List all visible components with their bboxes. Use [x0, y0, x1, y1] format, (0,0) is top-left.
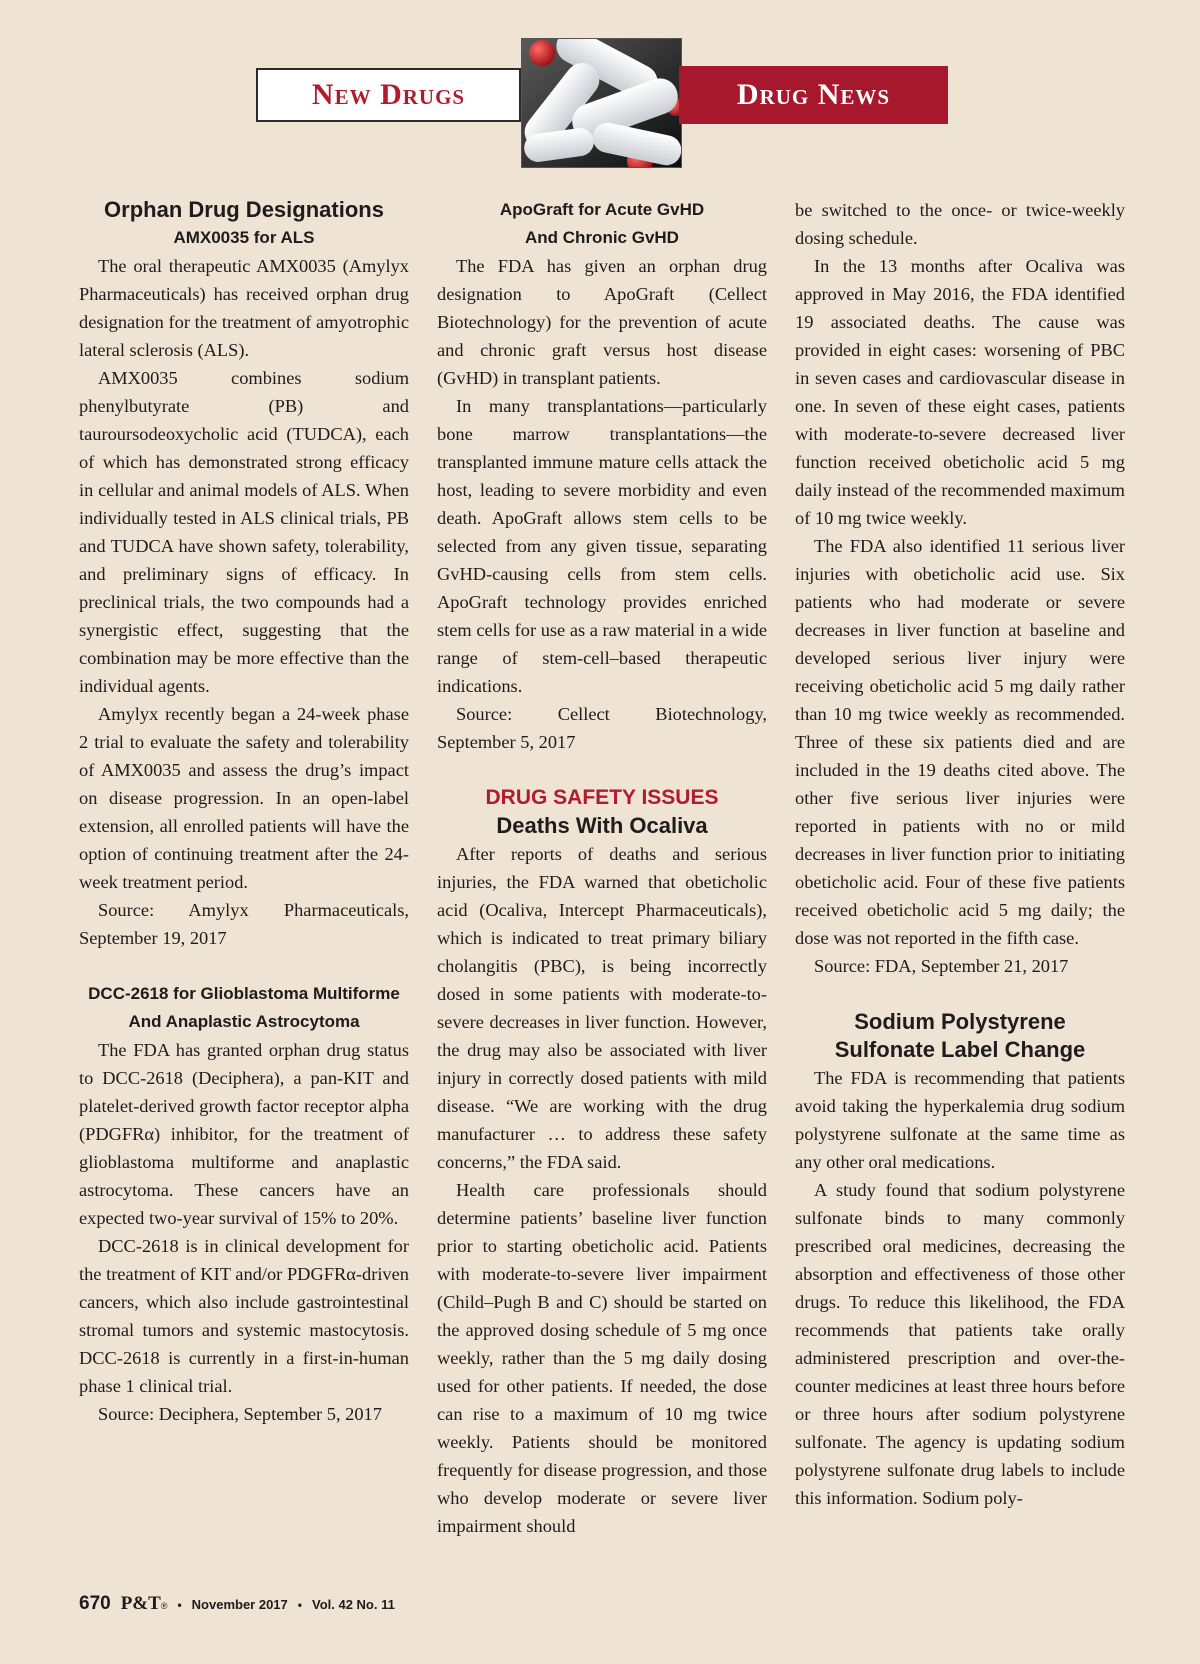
paragraph: AMX0035 combines sodium phenylbutyrate (PB) and tauroursodeoxycholic acid (TUDCA), each of which has demonstrated strong efficacy in cellular and animal models of ALS. When individually tested in ALS clinical trials, PB and TUDCA have shown safety, tolerability, and preliminary signs of efficacy. In preclinical trials, the two compounds had a synergistic effect, suggesting that the combination may be more effective than the individual agents.: [79, 368, 409, 696]
section-category-drug-safety: DRUG SAFETY ISSUES: [485, 786, 719, 809]
section-title-sps-line2: Sulfonate Label Change: [834, 1037, 1086, 1062]
source-line: Source: Deciphera, September 5, 2017: [98, 1404, 382, 1424]
subsection-title-dcc2618-line2: And Anaplastic Astrocytoma: [128, 1012, 360, 1031]
subsection-title-apograft-line2: And Chronic GvHD: [525, 228, 679, 247]
journal-name-wrap: [121, 1593, 168, 1615]
column-2: [437, 196, 767, 1540]
source-line: Source: Amylyx Pharmaceuticals, September 19, 2017: [79, 900, 409, 948]
section-label-drug-news: [679, 66, 948, 124]
paragraph: Amylyx recently began a 24-week phase 2 trial to evaluate the safety and tolerability of AMX0035 and assess the drug’s impact on disease progression. In an open-label extension, all enrolled patients will have the option of continuing treatment after the 24-week treatment period.: [79, 704, 409, 892]
spacer: [795, 980, 1125, 1008]
paragraph: The FDA is recommending that patients avoid taking the hyperkalemia drug sodium polystyrene sulfonate at the same time as any other oral medications.: [795, 1068, 1125, 1172]
journal-name: P&T: [120, 1593, 161, 1614]
source-line: Source: FDA, September 21, 2017: [814, 956, 1069, 976]
pills-photo-icon: [521, 38, 682, 168]
source-line: Source: Cellect Biotechnology, September 5, 2017: [437, 704, 767, 752]
section-title-sps-line1: Sodium Polystyrene: [854, 1009, 1066, 1034]
volume-number: Vol. 42 No. 11: [311, 1597, 395, 1612]
paragraph-continued: be switched to the once- or twice-weekly dosing schedule.: [795, 200, 1125, 248]
paragraph: Health care professionals should determine patients’ baseline liver function prior to starting obeticholic acid. Patients with moderate-to-severe liver impairment (Child–Pugh B and C) should be started on the approved dosing schedule of 5 mg once weekly, rather than the 5 mg daily dosing used for other patients. If needed, the dose can rise to a maximum of 10 mg twice weekly. Patients should be monitored frequently for disease progression, and those who develop moderate or severe liver impairment should: [437, 1180, 767, 1536]
footer-separator: •: [177, 1598, 182, 1612]
column-3: [795, 196, 1125, 1512]
paragraph: In many transplantations—particularly bone marrow transplantations—the transplanted immune mature cells attack the host, leading to severe morbidity and even death. ApoGraft allows stem cells to be selected from any given tissue, separating GvHD-causing cells from stem cells. ApoGraft technology provides enriched stem cells for use as a raw material in a wide range of stem-cell–based therapeutic indications.: [437, 396, 767, 696]
paragraph: After reports of deaths and serious injuries, the FDA warned that obeticholic acid (Ocaliva, Intercept Pharmaceuticals), which is indicated to treat primary biliary cholangitis (PBC), is being incorrectly dosed in some patients with moderate-to-severe decreases in liver function. However, the drug may also be associated with liver injury in correctly dosed patients with mild disease. “We are working with the drug manufacturer … to address these safety concerns,” the FDA said.: [437, 844, 767, 1172]
paragraph: In the 13 months after Ocaliva was approved in May 2016, the FDA identified 19 associated deaths. The cause was provided in eight cases: worsening of PBC in seven cases and cardiovascular disease in one. In seven of these eight cases, patients with moderate-to-severe decreased liver function received obeticholic acid 5 mg daily instead of the recommended maximum of 10 mg twice weekly.: [795, 256, 1125, 528]
header-banner: [0, 0, 1200, 170]
footer-separator: •: [297, 1598, 302, 1612]
pills-photo-graphic: [522, 39, 682, 168]
column-1: [79, 196, 409, 1428]
paragraph: The FDA also identified 11 serious liver injuries with obeticholic acid use. Six patients who had moderate or severe decreases in liver function at baseline and developed serious liver injury were receiving obeticholic acid 5 mg daily rather than 10 mg twice weekly as recommended. Three of these six patients died and are included in the 19 deaths cited above. The other five serious liver injuries were reported in patients with no or mild decreases in liver function prior to initiating obeticholic acid. Four of these five patients received obeticholic acid 5 mg daily; the dose was not reported in the fifth case.: [795, 536, 1125, 948]
registered-mark: ®: [160, 1601, 168, 1611]
paragraph: DCC-2618 is in clinical development for the treatment of KIT and/or PDGFRα-driven cancers, which also include gastrointestinal stromal tumors and systemic mastocytosis. DCC-2618 is currently in a first-in-human phase 1 clinical trial.: [79, 1236, 409, 1396]
spacer: [437, 756, 767, 784]
new-drugs-title: New Drugs: [311, 78, 466, 111]
paragraph: The FDA has given an orphan drug designation to ApoGraft (Cellect Biotechnology) for the prevention of acute and chronic graft versus host disease (GvHD) in transplant patients.: [437, 256, 767, 388]
paragraph: A study found that sodium polystyrene sulfonate binds to many commonly prescribed oral medicines, decreasing the absorption and effectiveness of those other drugs. To reduce this likelihood, the FDA recommends that patients take orally administered prescription and over-the-counter medicines at least three hours before or three hours after sodium polystyrene sulfonate. The agency is updating sodium polystyrene sulfonate drug labels to include this information. Sodium poly-: [795, 1180, 1125, 1508]
subsection-title-dcc2618-line1: DCC-2618 for Glioblastoma Multiforme: [88, 984, 400, 1003]
paragraph: The FDA has granted orphan drug status to DCC-2618 (Deciphera), a pan-KIT and platelet-derived growth factor receptor alpha (PDGFRα) inhibitor, for the treatment of glioblastoma multiforme and anaplastic astrocytoma. These cancers have an expected two-year survival of 15% to 20%.: [79, 1040, 409, 1228]
section-title-ocaliva: Deaths With Ocaliva: [496, 813, 708, 838]
paragraph: The oral therapeutic AMX0035 (Amylyx Pharmaceuticals) has received orphan drug designation for the treatment of amyotrophic lateral sclerosis (ALS).: [79, 256, 409, 360]
section-label-new-drugs: [256, 68, 521, 122]
section-title-orphan-designations: Orphan Drug Designations: [104, 197, 384, 222]
page-footer: [79, 1593, 395, 1623]
page-number: 670: [79, 1593, 111, 1614]
issue-date: November 2017: [191, 1597, 288, 1612]
subsection-title-apograft-line1: ApoGraft for Acute GvHD: [499, 200, 705, 219]
spacer: [79, 952, 409, 980]
subsection-title-amx0035: AMX0035 for ALS: [173, 228, 315, 247]
drug-news-title: Drug News: [736, 78, 891, 111]
